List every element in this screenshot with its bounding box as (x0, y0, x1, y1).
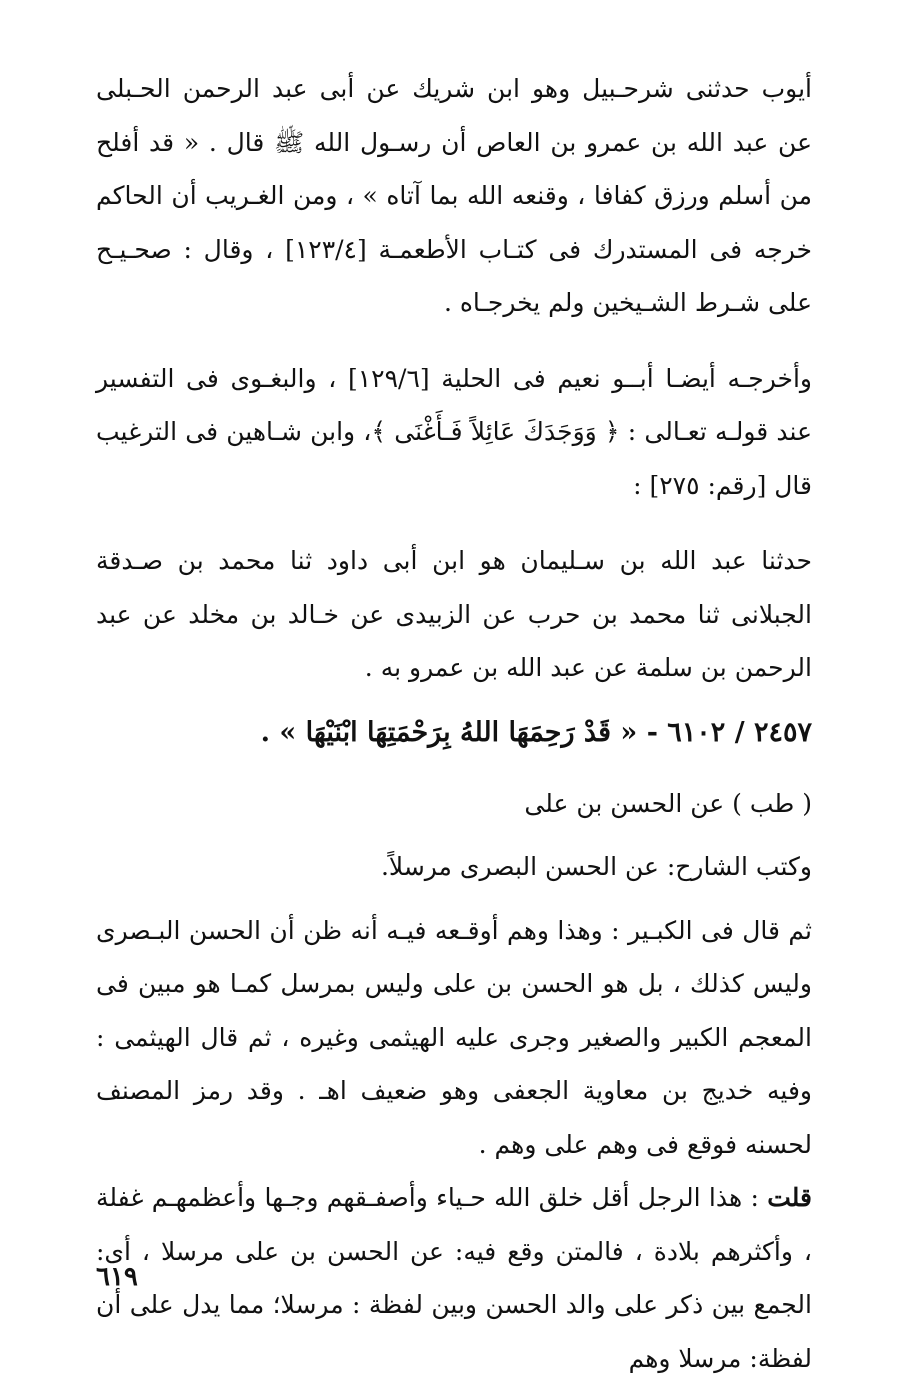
paragraph-1: أيوب حدثنى شرحـبيل وهو ابن شريك عن أبى عبد الرحمن الحـبلى عن عبد الله بن عمرو بن العاص أن رسـول الله ﷺ قال . « قد أفلح من أسلم ورزق كفافا ، وقنعه الله بما آتاه » ، ومن الغـريب أن الحاكم خرجه فى المستدرك فى كتـاب الأطعمـة [١٢٣/٤] ، وقال : صحـيـح على شـرط الشـيخين ولم يخرجـاه . (96, 74, 812, 317)
hadith-heading: ٢٤٥٧ / ٦١٠٢ - « قَدْ رَحِمَهَا اللهُ بِرَحْمَتِهَا ابْنَيْهَا » . (260, 716, 812, 748)
paragraph-4: وكتب الشارح: عن الحسن البصرى مرسلاً. (380, 852, 812, 881)
paragraph-5: ثم قال فى الكبـير : وهذا وهم أوقـعه فيـه أنه ظن أن الحسن البـصرى وليس كذلك ، بل هو الحسن بن على وليس بمرسل كمـا هو مبين فى المعجم الكبير والصغير وجرى عليه الهيثمى وغيره ، ثم قال الهيثمى : وفيه خديج بن معاوية الجعفى وهو ضعيف اهـ . وقد رمز المصنف لحسنه فوقع فى وهم على وهم . (96, 915, 812, 1159)
paragraph-3: حدثنا عبد الله بن سـليمان هو ابن أبى داود ثنا محمد بن صـدقة الجبلانى ثنا محمد بن حرب عن الزبيدى عن خـالد بن مخلد عن عبد الرحمن بن سلمة عن عبد الله بن عمرو به . (96, 546, 812, 682)
page-body (96, 62, 812, 1373)
paragraph-6-text: : هذا الرجل أقل خلق الله حـياء وأصفـقهم وجـها وأعظمهـم غفلة ، وأكثرهم بلادة ، فالمتن وقع فيه: عن الحسن بن على مرسلا ، أى: الجمع بين ذكر على والد الحسن وبين لفظة : مرسلا؛ مما يدل على أن لفظة: مرسلا وهم (96, 1183, 812, 1373)
qultu-lead: قلت (767, 1183, 812, 1212)
paragraph-6 (96, 1171, 812, 1385)
paragraph-2: وأخرجـه أيضـا أبــو نعيم فى الحلية [١٢٩/٦] ، والبغـوى فى التفسير عند قولـه تعـالى : ﴿ وَوَجَدَكَ عَائِلاً فَـأَغْنَى ﴾، وابن شـاهين فى الترغيب قال [رقم: ٢٧٥] : (96, 363, 812, 500)
page-number: ٦١٩ (96, 1262, 138, 1292)
hadith-source: ( طب ) عن الحسن بن على (524, 788, 812, 818)
